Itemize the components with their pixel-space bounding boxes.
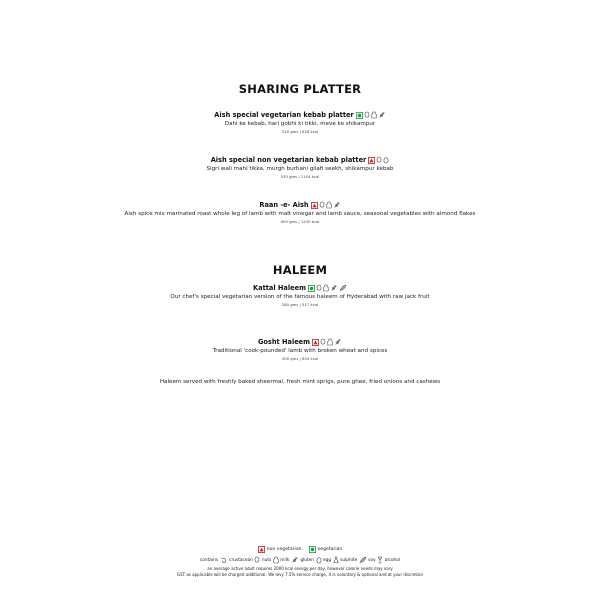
dish-name: Gosht Haleem <box>257 338 311 346</box>
diet-legend <box>0 546 600 553</box>
allergen-label-egg: egg <box>323 557 332 563</box>
dish-raan-e-aish <box>120 200 480 224</box>
allergen-legend <box>0 556 600 564</box>
milk-icon <box>273 556 279 564</box>
dish-description: Dahi ke kebab, hari gobhi ki tikki, meve ke shikampur <box>224 121 376 127</box>
dish-weight-calories: 280 gms | 517 kcal <box>281 301 319 307</box>
dish-name: Aish special vegetarian kebab platter <box>214 111 354 119</box>
legend-nonveg-label: non vegetarian <box>266 547 302 552</box>
dish-name: Kattal Haleem <box>253 284 306 292</box>
dish-description: Sigri wali mahi tikka, murgh burhani gilafi seekh, shikampur kebab <box>206 166 394 172</box>
milk-icon <box>326 201 332 209</box>
dish-kattal-haleem <box>120 283 480 307</box>
dish-icons <box>312 338 342 346</box>
nuts-icon <box>319 201 325 209</box>
dish-icons <box>368 156 389 164</box>
contains-label: contains <box>199 557 219 563</box>
dish-description: Traditional 'cook-pounded' lamb with broken wheat and spices <box>212 348 388 354</box>
soy-icon <box>359 556 367 564</box>
allergen-label-gluten: gluten <box>300 557 315 563</box>
nuts-icon <box>364 111 370 119</box>
gluten-icon <box>291 556 299 564</box>
allergen-label-alcohol: alcohol <box>384 557 401 563</box>
dish-nonveg-kebab-platter <box>120 155 480 179</box>
nuts-icon <box>316 284 322 292</box>
egg-icon <box>316 556 322 564</box>
gluten-icon <box>330 284 338 292</box>
dish-name: Aish special non vegetarian kebab platter <box>210 156 367 164</box>
nuts-icon <box>320 338 326 346</box>
crustacean-icon <box>220 556 228 564</box>
allergen-label-crustacean: crustacean <box>229 557 253 563</box>
dish-icons <box>356 111 386 119</box>
section-title-haleem: HALEEM <box>272 263 328 277</box>
gluten-icon <box>334 338 342 346</box>
calorie-note: an average active adult requires 2000 kcal energy per day, however calorie needs may vary <box>207 566 393 571</box>
gluten-icon <box>333 201 341 209</box>
non-vegetarian-icon <box>311 202 318 209</box>
milk-icon <box>327 338 333 346</box>
alcohol-icon <box>377 556 383 564</box>
allergen-label-soy: soy <box>368 557 376 563</box>
dish-veg-kebab-platter <box>120 110 480 134</box>
allergen-label-sulphite: sulphite <box>340 557 358 563</box>
dish-weight-calories: 530 gms | 1104 kcal <box>280 173 320 179</box>
milk-icon <box>371 111 377 119</box>
vegetarian-icon <box>356 112 363 119</box>
non-vegetarian-icon <box>312 339 319 346</box>
vegetarian-icon <box>308 285 315 292</box>
dish-weight-calories: 520 gms | 626 kcal <box>281 128 319 134</box>
sulphite-icon <box>333 556 339 564</box>
nuts-icon <box>254 556 260 564</box>
dish-icons <box>311 201 341 209</box>
dish-description: Our chef's special vegetarian version of the famous haleem of Hyderabad with raw jack fruit <box>170 294 430 300</box>
dish-icons <box>308 284 347 292</box>
soy-icon <box>339 284 347 292</box>
dish-weight-calories: 300 gms | 654 kcal <box>281 355 319 361</box>
legend-veg-label: vegetarian <box>317 547 343 552</box>
vegetarian-icon <box>309 546 316 553</box>
allergen-list <box>220 556 400 564</box>
section-title-sharing-platter: SHARING PLATTER <box>238 82 362 96</box>
gluten-icon <box>378 111 386 119</box>
dish-weight-calories: 900 gms | 1230 kcal <box>280 218 320 224</box>
allergen-label-milk: milk <box>280 557 290 563</box>
nuts-icon <box>376 156 382 164</box>
dish-gosht-haleem <box>120 337 480 361</box>
haleem-serving-note: Haleem served with freshly baked sheermal, fresh mint sprigs, pure ghee, fried onions and cashews <box>159 379 441 385</box>
non-vegetarian-icon <box>258 546 265 553</box>
egg-icon <box>383 156 389 164</box>
non-vegetarian-icon <box>368 157 375 164</box>
dish-name: Raan -e- Aish <box>259 201 309 209</box>
menu-footer <box>0 546 600 577</box>
gst-note: GST as applicable will be charged additional. We levy 7.5% service charge, it is voluntary & optional and at your discretion <box>177 571 423 577</box>
allergen-label-nuts: nuts <box>261 557 272 563</box>
dish-description: Aish spice mix marinated roast whole leg of lamb with malt vinegar and lamb sauce, seasonal vegetables with almond flakes <box>124 211 476 217</box>
milk-icon <box>323 284 329 292</box>
